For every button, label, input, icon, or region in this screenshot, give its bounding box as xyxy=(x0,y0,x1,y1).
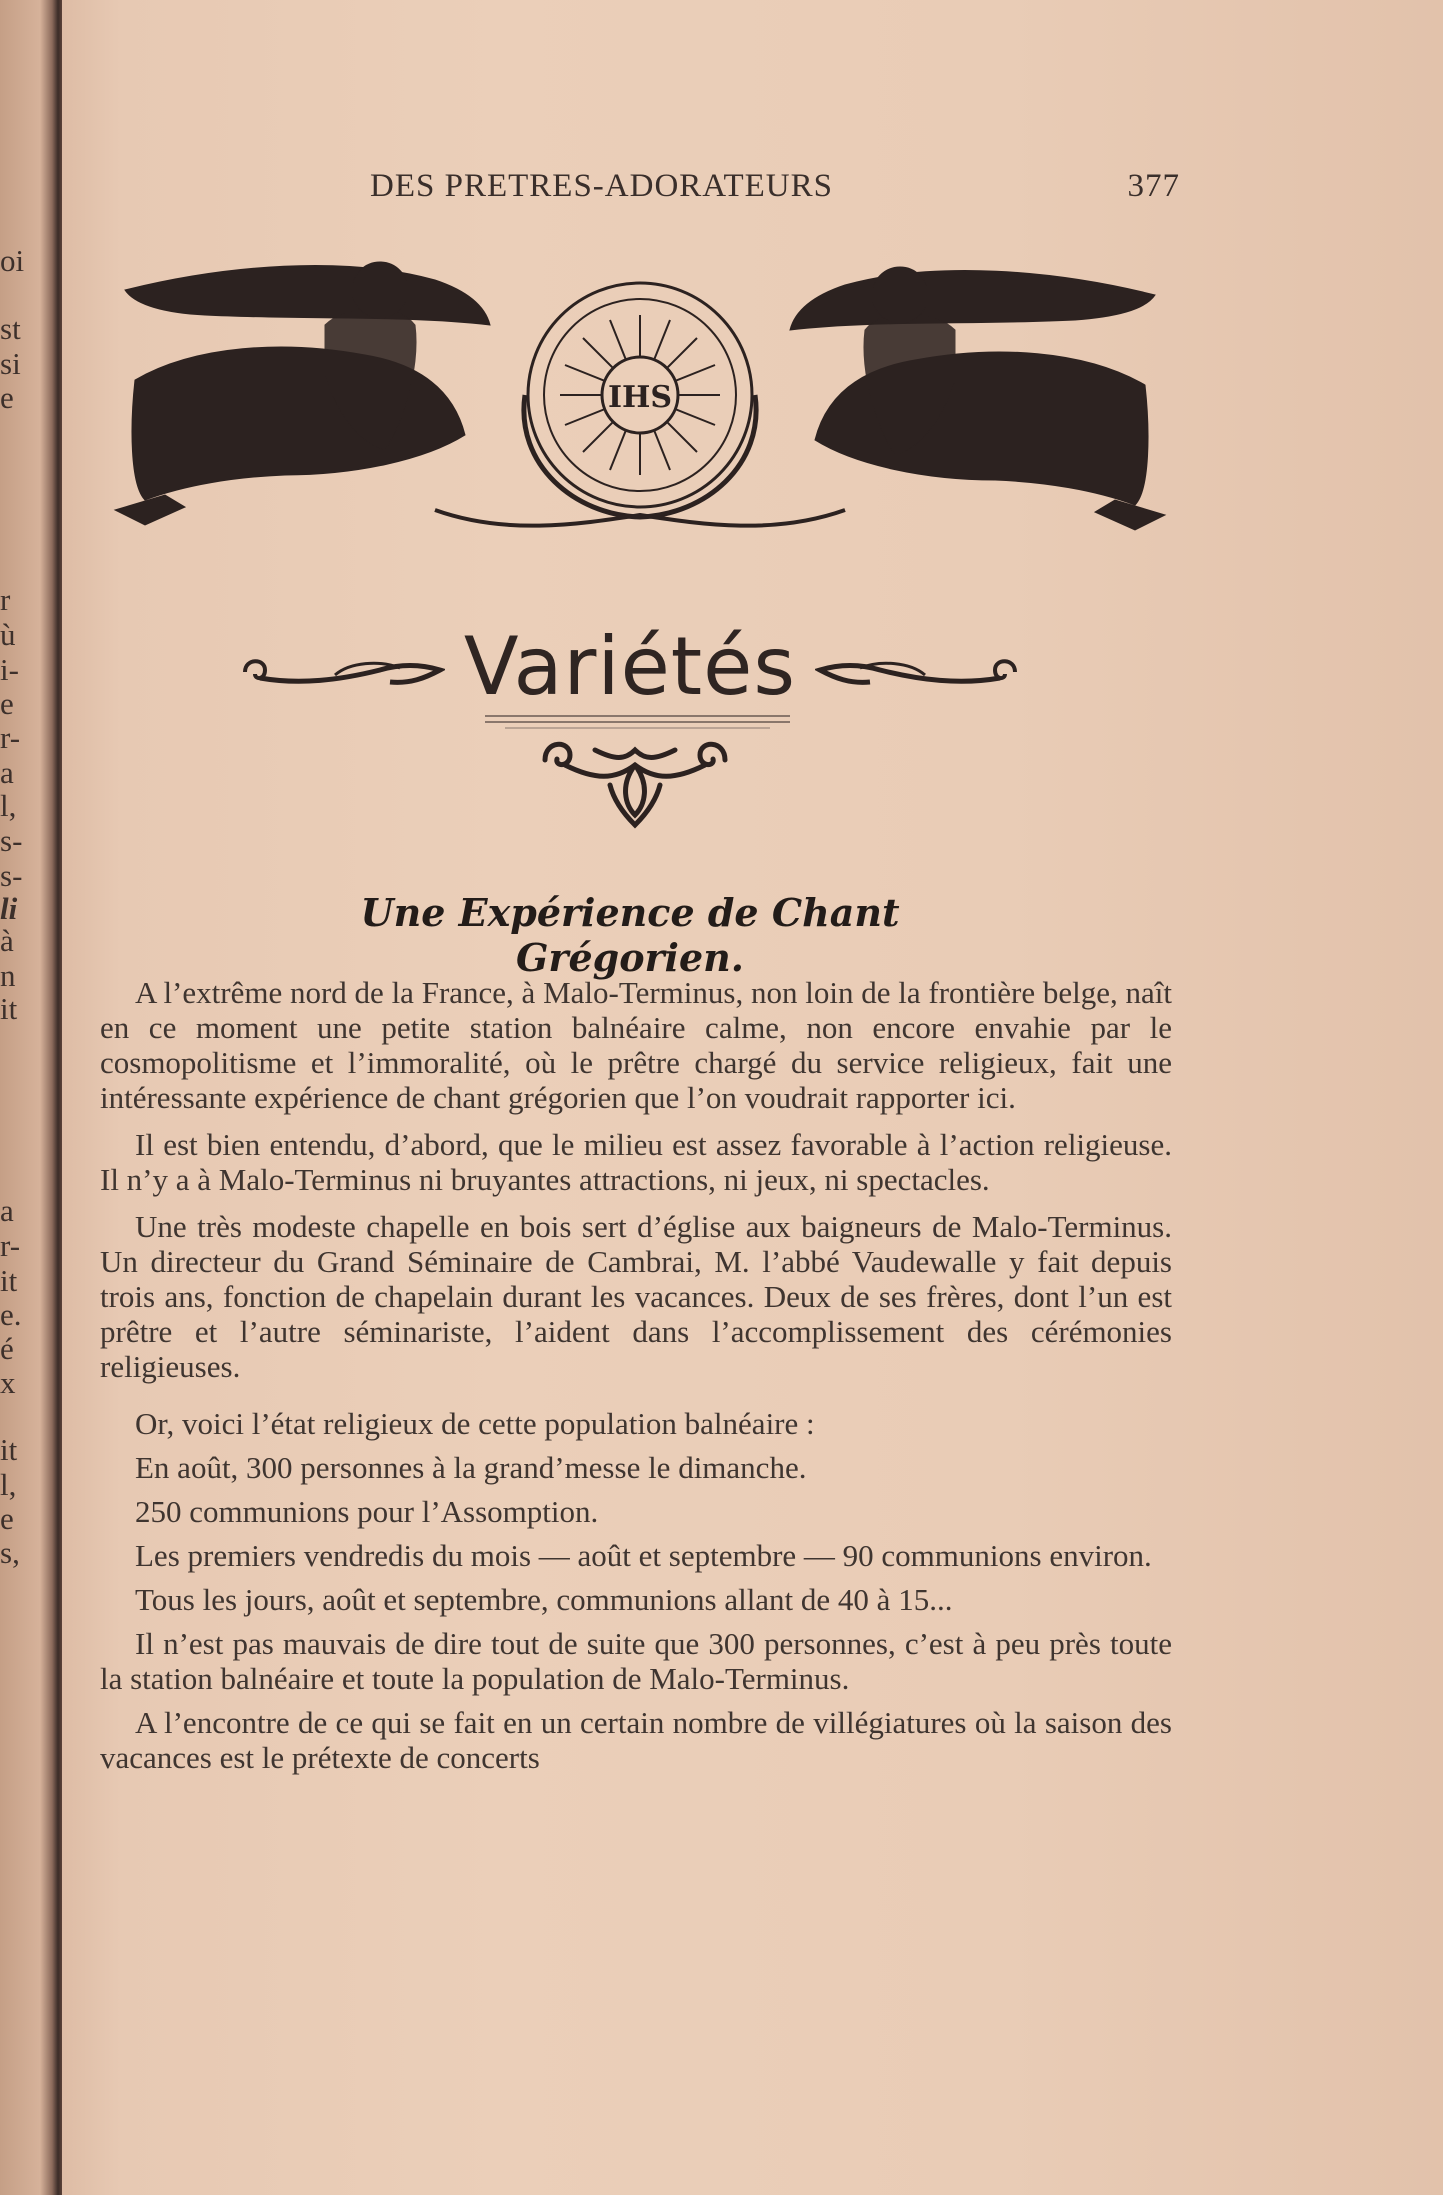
page-number: 377 xyxy=(1127,168,1180,204)
margin-fragment: a xyxy=(0,755,14,790)
margin-fragment: oi xyxy=(0,243,25,278)
margin-fragment: e xyxy=(0,1501,14,1536)
margin-fragment: s- xyxy=(0,823,23,858)
ihs-monogram: IHS xyxy=(607,380,673,415)
margin-fragment: a xyxy=(0,1193,14,1228)
double-rule xyxy=(485,712,790,730)
margin-fragment: it xyxy=(0,1263,18,1298)
paragraph: 250 communions pour l’Assomption. xyxy=(135,1494,599,1529)
paragraph: Tous les jours, août et septembre, communions allant de 40 à 15... xyxy=(135,1582,953,1617)
margin-fragment: e. xyxy=(0,1297,22,1332)
margin-fragment: it xyxy=(0,1432,18,1467)
margin-fragment: e xyxy=(0,686,14,721)
angels-ornament-illustration xyxy=(105,245,1175,550)
margin-fragment: s, xyxy=(0,1535,20,1570)
right-flourish-icon xyxy=(815,650,1020,695)
margin-fragment: it xyxy=(0,991,18,1026)
margin-fragment: n xyxy=(0,958,16,993)
margin-fragment: x xyxy=(0,1365,16,1400)
margin-fragment: s- xyxy=(0,858,23,893)
margin-fragment: e xyxy=(0,380,14,415)
margin-fragment: à xyxy=(0,923,14,958)
section-title: Variétés xyxy=(463,620,797,713)
article-title: Une Expérience de Chant Grégorien. xyxy=(360,890,900,980)
article-body xyxy=(100,975,1172,1784)
margin-fragment: si xyxy=(0,346,21,381)
margin-fragment: i- xyxy=(0,652,19,687)
running-header xyxy=(370,168,1180,208)
paragraph: Or, voici l’état religieux de cette population balnéaire : xyxy=(135,1406,815,1441)
paragraph: A l’extrême nord de la France, à Malo-Terminus, non loin de la frontière belge, naît en ce moment une petite station balnéaire calme, non encore envahie par le cosmopolitisme et l’immoralité, où le prêtre chargé du service religieux, fait une intéressante expérience de chant grégorien que l’on voudrait rapporter ici. xyxy=(100,975,1172,1115)
margin-fragment: l, xyxy=(0,788,17,823)
margin-fragment: ù xyxy=(0,617,16,652)
paragraph: En août, 300 personnes à la grand’messe le dimanche. xyxy=(135,1450,807,1485)
paragraph: Il n’est pas mauvais de dire tout de suite que 300 personnes, c’est à peu près toute la station balnéaire et toute la population de Malo-Terminus. xyxy=(100,1626,1172,1696)
paragraph: Une très modeste chapelle en bois sert d’église aux baigneurs de Malo-Terminus. Un directeur du Grand Séminaire de Cambrai, M. l’abbé Vaudewalle y fait depuis trois ans, fonction de chapelain durant les vacances. Deux de ses frères, dont l’un est prêtre et l’autre séminariste, l’aident dans l’accomplissement des cérémonies religieuses. xyxy=(100,1209,1172,1384)
margin-fragment: r xyxy=(0,582,11,617)
margin-fragment: r- xyxy=(0,1228,21,1263)
scroll-ornament-icon xyxy=(535,735,735,830)
paragraph: Il est bien entendu, d’abord, que le milieu est assez favorable à l’action religieuse. Il n’y a à Malo-Terminus ni bruyantes attractions, ni jeux, ni spectacles. xyxy=(100,1127,1172,1197)
margin-fragment: st xyxy=(0,311,21,346)
running-title: DES PRETRES-ADORATEURS xyxy=(370,168,833,204)
margin-fragment: é xyxy=(0,1331,14,1366)
margin-fragment: r- xyxy=(0,720,21,755)
margin-fragment: l, xyxy=(0,1467,17,1502)
margin-fragment: li xyxy=(0,891,18,926)
paragraph: A l’encontre de ce qui se fait en un certain nombre de villégiatures où la saison des vacances est le prétexte de concerts xyxy=(100,1705,1172,1775)
paragraph: Les premiers vendredis du mois — août et septembre — 90 communions environ. xyxy=(135,1538,1152,1573)
previous-page-edge xyxy=(0,0,40,2195)
